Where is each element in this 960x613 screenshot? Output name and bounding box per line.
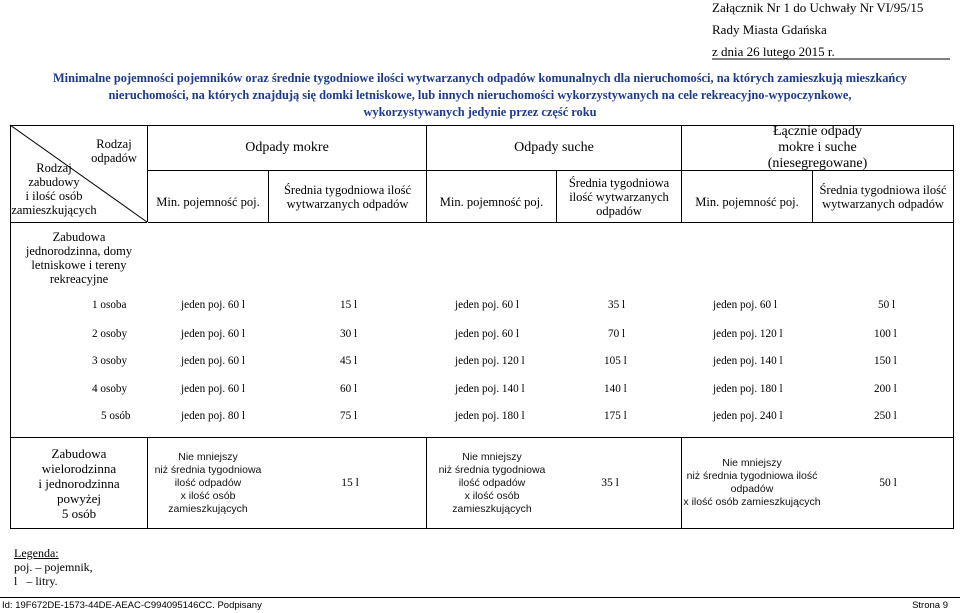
title-line-1: Minimalne pojemności pojemników oraz średnie tygodniowe ilości wytwarzanych odpadów komunalnych dla nieruchomości, na których zamieszkują mieszkańcy [52, 71, 908, 85]
dry-min-cell: jeden poj. 60 l [455, 328, 520, 340]
attachment-number: Załącznik Nr 1 do Uchwały Nr VI/95/15 [712, 0, 924, 15]
dry-min-cell: jeden poj. 120 l [455, 355, 525, 367]
wet-avg-cell: 75 l [340, 410, 358, 422]
persons-cell: 5 osób [101, 410, 131, 422]
wet-avg-cell: 15 l [340, 299, 358, 311]
wet-min-cell: jeden poj. 60 l [181, 383, 246, 395]
wet-min-cell: jeden poj. 80 l [181, 410, 246, 422]
page-footer [0, 598, 960, 613]
persons-cell: 2 osoby [92, 328, 128, 340]
title-line-3: wykorzystywanych jedynie przez część roku [363, 105, 597, 119]
total-avg-cell: 200 l [874, 383, 897, 395]
total-avg-cell: 150 l [874, 355, 897, 367]
multi-wet-min-cell: Nie mniejszy niż średnia tygodniowa ilość odpadów x ilość osób zamieszkujących [154, 450, 262, 515]
persons-cell: 1 osoba [92, 299, 127, 311]
dry-avg-cell: 105 l [604, 355, 627, 367]
title-line-2: nieruchomości, na których znajdują się domki letniskowe, lub innych nieruchomości wykorzystywanych na cele rekreacyjno-wypoczynkowe, [108, 88, 852, 102]
multi-total-min-cell: Nie mniejszy niż średnia tygodniowa ilość odpadów x ilość osób zamieszkujących [683, 457, 821, 508]
dry-avg-cell: 35 l [608, 299, 626, 311]
multi-total-avg-cell: 50 l [879, 477, 897, 489]
wet-avg-cell: 60 l [340, 383, 358, 395]
building-type-header: Rodzaj zabudowy i ilość osób zamieszkujących [11, 161, 97, 217]
total-avg-cell: 250 l [874, 410, 897, 422]
wet-avg-cell: 30 l [340, 328, 358, 340]
waste-type-header: Rodzaj odpadów [91, 137, 137, 165]
dry-avg-header: Średnia tygodniowa ilość wytwarzanych odpadów [568, 175, 670, 218]
total-min-cell: jeden poj. 240 l [713, 410, 783, 422]
wet-waste-header: Odpady mokre [245, 140, 329, 155]
single-family-label: Zabudowa jednorodzinna, domy letniskowe i tereny rekreacyjne [25, 230, 133, 286]
total-avg-cell: 100 l [874, 328, 897, 340]
resolution-date: z dnia 26 lutego 2015 r. [712, 44, 835, 59]
total-avg-header: Średnia tygodniowa ilość wytwarzanych odpadów [819, 182, 947, 211]
wet-avg-cell: 45 l [340, 355, 358, 367]
legend-title: Legenda: [14, 546, 59, 560]
wet-min-capacity-header: Min. pojemność poj. [156, 195, 260, 209]
persons-cell: 3 osoby [92, 355, 128, 367]
council-name: Rady Miasta Gdańska [712, 22, 827, 37]
legend-liter-item: l – litry. [14, 574, 58, 588]
signature-id: Id: 19F672DE-1573-44DE-AEAC-C994095146CC. Podpisany [2, 600, 262, 611]
dry-min-cell: jeden poj. 140 l [455, 383, 525, 395]
wet-min-cell: jeden poj. 60 l [181, 355, 246, 367]
total-min-cell: jeden poj. 120 l [713, 328, 783, 340]
dry-avg-cell: 175 l [604, 410, 627, 422]
multi-wet-avg-cell: 15 l [341, 477, 359, 489]
total-min-cell: jeden poj. 60 l [713, 299, 778, 311]
total-min-cell: jeden poj. 140 l [713, 355, 783, 367]
dry-min-cell: jeden poj. 180 l [455, 410, 525, 422]
multi-dry-avg-cell: 35 l [601, 477, 619, 489]
dry-avg-cell: 70 l [608, 328, 626, 340]
page-number: Strona 9 [912, 600, 948, 611]
persons-cell: 4 osoby [92, 383, 128, 395]
wet-avg-header: Średnia tygodniowa ilość wytwarzanych odpadów [283, 182, 412, 211]
wet-min-cell: jeden poj. 60 l [181, 299, 246, 311]
dry-min-capacity-header: Min. pojemność poj. [439, 195, 544, 209]
total-min-capacity-header: Min. pojemność poj. [695, 195, 799, 209]
total-min-cell: jeden poj. 180 l [713, 383, 783, 395]
wet-min-cell: jeden poj. 60 l [181, 328, 246, 340]
total-waste-header: Łącznie odpady mokre i suche (niesegregowane) [767, 124, 868, 171]
total-avg-cell: 50 l [878, 299, 896, 311]
dry-min-cell: jeden poj. 60 l [455, 299, 520, 311]
dry-avg-cell: 140 l [604, 383, 627, 395]
legend-container-item: poj. – pojemnik, [14, 560, 93, 574]
dry-waste-header: Odpady suche [514, 140, 594, 155]
multi-family-label: Zabudowa wielorodzinna i jednorodzinna powyżej 5 osób [38, 445, 120, 521]
multi-dry-min-cell: Nie mniejszy niż średnia tygodniowa ilość odpadów x ilość osób zamieszkujących [438, 450, 546, 515]
